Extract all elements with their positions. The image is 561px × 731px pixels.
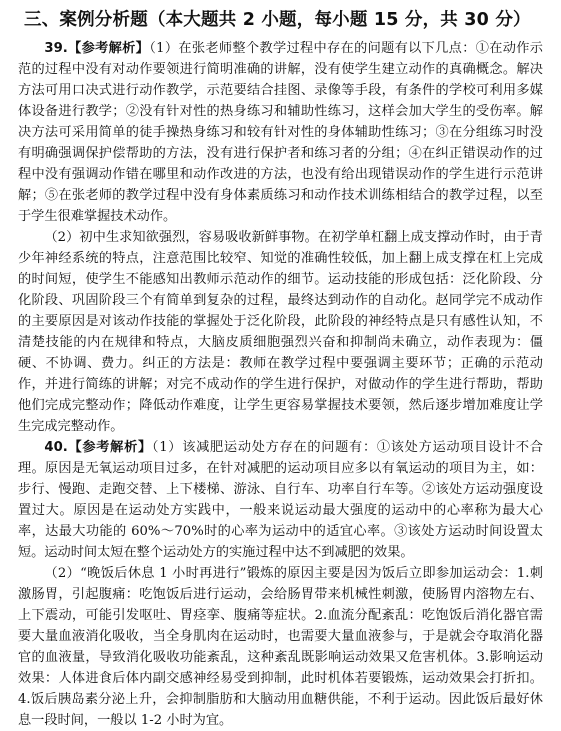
q40-paragraph-2: （2）“晚饭后休息 1 小时再进行”锻炼的原因主要是因为饭后立即参加运动会：1.刺激肠胃，引起腹痛：吃饱饭后进行运动，会给肠胃带来机械性刺激，使肠胃内溶物左右、上下震动，可能引发呕吐、胃痉挛、腹痛等症状。2.血流分配紊乱：吃饱饭后消化器官需要大量血液消化吸收，当全身肌肉在运动时，也需要大量血液参与，于是就会夺取消化器官的血液量，导致消化吸收功能紊乱，这种紊乱既影响运动效果又危害机体。3.影响运动效果：人体进食后体内副交感神经易受到抑制，此时机体若要锻炼，运动效果会打折扣。4.饭后胰岛素分泌上升，会抑制脂肪和大脑动用血糖供能，不利于运动。因此饭后最好休息一段时间，一般以 1-2 小时为宜。 [18,566,543,728]
section-title: 三、案例分析题（本大题共 2 小题，每小题 15 分，共 30 分） [24,10,531,30]
q39-part1-text: （1）在张老师整个教学过程中存在的问题有以下几点：①在动作示范的过程中没有对动作要领进行简明准确的讲解，没有使学生建立动作的真确概念。解决方法可用口决式进行动作教学，示范要结合挂图、录像等手段，有条件的学校可利用多媒体设备进行教学；②没有针对性的热身练习和辅助性练习，这样会加大学生的受伤率。解决方法可采用简单的徒手操热身练习和较有针对性的身体辅助性练习；③在分组练习时没有明确强调保护偿帮助的方法，没有进行保护者和练习者的分组；④在纠正错误动作的过程中没有强调动作错在哪里和动作改进的方法，也没有给出现错误动作的学生进行示范讲解；⑤在张老师的教学过程中没有身体素质练习和动作技术训练相结合的教学过程，以至于学生很难掌握技术动作。 [18,41,543,224]
q40-part1-text: （1）该减肥运动处方存在的问题有：①该处方运动项目设计不合理。原因是无氧运动项目过多，在针对减肥的运动项目应多以有氧运动的项目为主，如：步行、慢跑、走跑交替、上下楼梯、游泳、自行车、功率自行车等。②该处方运动强度设置过大。原因是在运动处方实践中，一般来说运动最大强度的运动中的心率称为最大心率，达最大功能的 60%～70%时的心率为运动中的适宜心率。③该处方运动时间设置太短。运动时间太短在整个运动处方的实施过程中达不到减肥的效果。 [18,440,543,560]
q39-paragraph-1 [18,38,543,227]
q39-paragraph-2: （2）初中生求知欲强烈，容易吸收新鲜事物。在初学单杠翻上成支撑动作时，由于青少年神经系统的特点，注意范围比较窄、知觉的准确性较低，加上翻上成支撑在杠上完成的时间短，使学生不能感知出教师示范动作的细节。运动技能的形成包括：泛化阶段、分化阶段、巩固阶段三个有简单到复杂的过程，最终达到动作的自动化。赵同学完不成动作的主要原因是对该动作技能的掌握处于泛化阶段，此阶段的神经特点是只有感性认知，不清楚技能的内在规律和特点，大脑皮质细胞强烈兴奋和抑制尚未确立，动作表现为：僵硬、不协调、费力。纠正的方法是：教师在教学过程中要强调主要环节；正确的示范动作，并进行简练的讲解；对完不成动作的学生进行保护，对做动作的学生进行帮助，帮助他们完成完整动作；降低动作难度，让学生更容易掌握技术要领，然后逐步增加难度让学生完成完整动作。 [18,230,543,434]
q40-paragraph-1 [18,437,543,563]
q39-heading: 39.【参考解析】 [44,41,150,56]
q40-heading: 40.【参考解析】 [44,440,152,455]
